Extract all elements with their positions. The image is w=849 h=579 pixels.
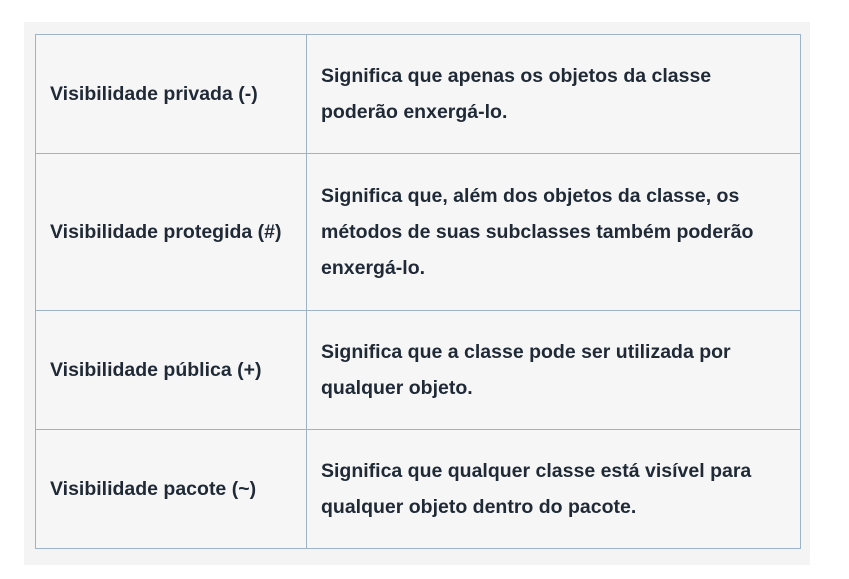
visibility-description-cell: Significa que, além dos objetos da classe, os métodos de suas subclasses também poderão enxergá-lo. xyxy=(307,154,801,311)
visibility-type-cell: Visibilidade pacote (~) xyxy=(36,430,307,549)
visibility-table xyxy=(35,34,801,549)
table-row xyxy=(36,430,801,549)
visibility-description-cell: Significa que apenas os objetos da classe poderão enxergá-lo. xyxy=(307,35,801,154)
table-row xyxy=(36,35,801,154)
visibility-type-cell: Visibilidade privada (-) xyxy=(36,35,307,154)
table-row xyxy=(36,154,801,311)
visibility-type-cell: Visibilidade protegida (#) xyxy=(36,154,307,311)
visibility-description-cell: Significa que qualquer classe está visível para qualquer objeto dentro do pacote. xyxy=(307,430,801,549)
table-row xyxy=(36,311,801,430)
visibility-description-cell: Significa que a classe pode ser utilizada por qualquer objeto. xyxy=(307,311,801,430)
visibility-type-cell: Visibilidade pública (+) xyxy=(36,311,307,430)
